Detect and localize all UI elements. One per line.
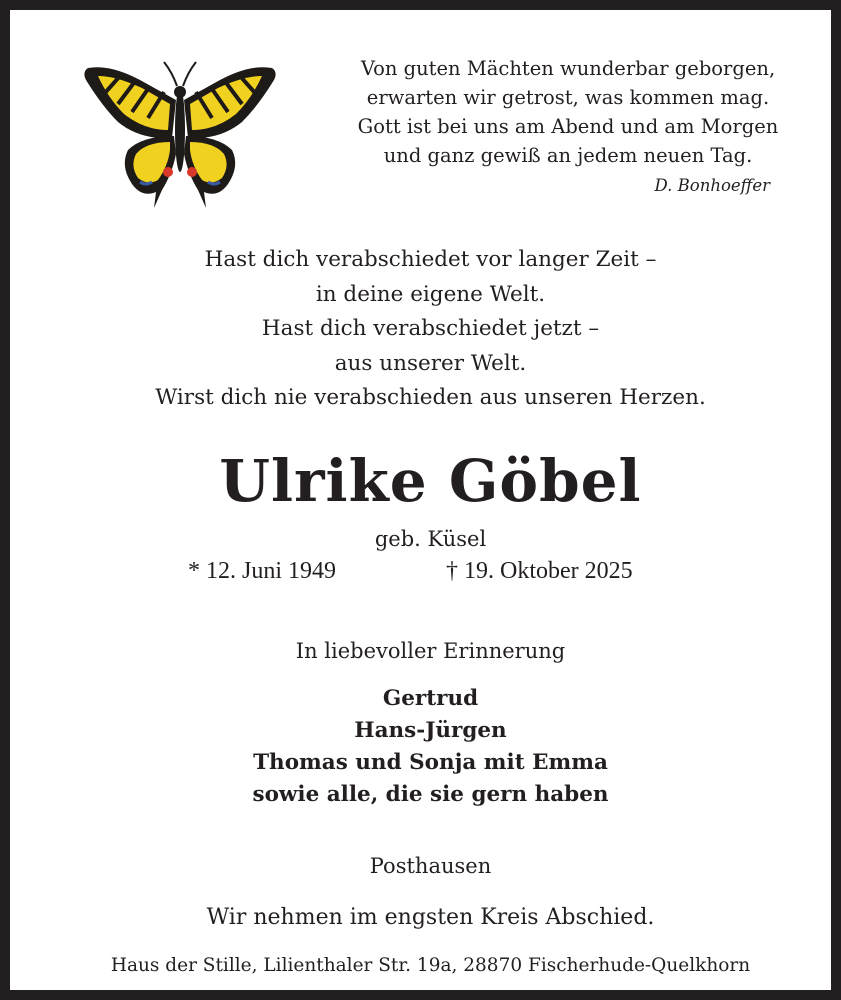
ceremony-address: Haus der Stille, Lilienthaler Str. 19a, 28870 Fischerhude-Quelkhorn xyxy=(110,955,751,976)
poem-line: aus unserer Welt. xyxy=(334,350,527,376)
death-date: † 19. Oktober 2025 xyxy=(446,558,633,584)
birth-date: * 12. Juni 1949 xyxy=(188,558,337,584)
quote-line: und ganz gewiß an jedem neuen Tag. xyxy=(383,144,753,167)
poem-line: Hast dich verabschiedet vor langer Zeit – xyxy=(204,247,657,272)
poem-line: in deine eigene Welt. xyxy=(315,281,546,307)
mourner-name: sowie alle, die sie gern haben xyxy=(252,782,609,807)
quote-line: Gott ist bei uns am Abend und am Morgen xyxy=(357,115,779,138)
mourner-name: Gertrud xyxy=(382,686,479,711)
bonhoeffer-quote xyxy=(310,54,826,170)
quote-line: erwarten wir getrost, was kommen mag. xyxy=(366,86,770,109)
memory-heading: In liebevoller Erinnerung xyxy=(295,639,566,663)
deceased-name: Ulrike Göbel xyxy=(219,447,642,515)
quote-line: Von guten Mächten wunderbar geborgen, xyxy=(360,57,776,80)
farewell-poem xyxy=(30,243,831,416)
mourner-name: Hans-Jürgen xyxy=(354,718,507,743)
butterfly-icon xyxy=(80,58,280,213)
mourners-list xyxy=(30,683,831,811)
mourner-name: Thomas und Sonja mit Emma xyxy=(253,750,608,775)
maiden-name: geb. Küsel xyxy=(374,527,487,551)
quote-author: D. Bonhoeffer xyxy=(654,176,770,195)
place-name: Posthausen xyxy=(369,854,492,878)
poem-line: Hast dich verabschiedet jetzt – xyxy=(261,316,600,341)
poem-line: Wirst dich nie verabschieden aus unseren Herzen. xyxy=(155,385,706,410)
farewell-note: Wir nehmen im engsten Kreis Abschied. xyxy=(206,905,655,930)
